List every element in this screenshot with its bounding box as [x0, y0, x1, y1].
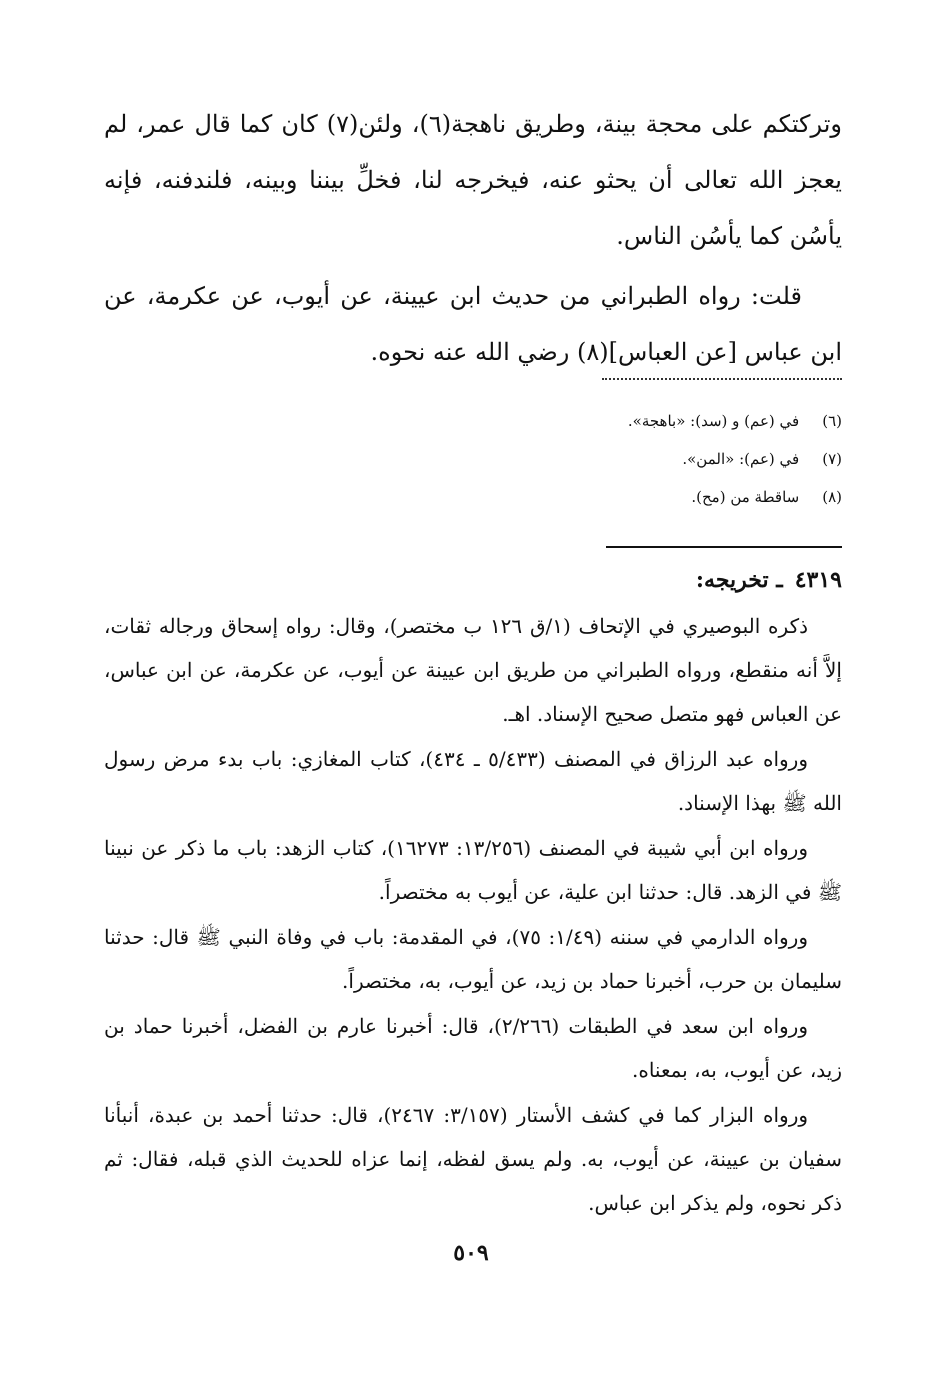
takhrij-paragraph: ذكره البوصيري في الإتحاف (١/ق ١٢٦ ب مختصر)، وقال: رواه إسحاق ورجاله ثقات، إلاَّ أنه منقطع، ورواه الطبراني من طريق ابن عيينة عن أيوب، عن عكرمة، عن ابن عباس، عن العباس فهو متصل صحيح الإسناد. اهـ. [104, 614, 842, 726]
section-rule [606, 546, 842, 548]
takhrij-heading [104, 562, 842, 598]
footnote-number: (٨) [822, 488, 842, 506]
takhrij-paragraph: ورواه الدارمي في سننه (١/٤٩: ٧٥)، في المقدمة: باب في وفاة النبي ﷺ قال: حدثنا سليمان بن حرب، أخبرنا حماد بن زيد، عن أيوب، به، مختصراً. [104, 925, 842, 993]
takhrij-paragraph: ورواه البزار كما في كشف الأستار (٣/١٥٧: ٢٤٦٧)، قال: حدثنا أحمد بن عبدة، أنبأنا سفيان بن عيينة، عن أيوب، به. ولم يسق لفظه، إنما عزاه للحديث الذي قبله، فقال: ثم ذكر نحوه، ولم يذكر ابن عباس. [104, 1103, 842, 1215]
takhrij-paragraph: ورواه ابن سعد في الطبقات (٢/٢٦٦)، قال: أخبرنا عارم بن الفضل، أخبرنا حماد بن زيد، عن أيوب، به، بمعناه. [104, 1014, 842, 1082]
heading-separator: ـ [776, 567, 783, 593]
main-text [104, 96, 842, 380]
footnote-7 [104, 440, 842, 478]
footnote-6 [104, 402, 842, 440]
takhrij-paragraph: ورواه عبد الرزاق في المصنف (٥/٤٣٣ ـ ٤٣٤)، كتاب المغازي: باب بدء مرض رسول الله ﷺ بهذا الإسناد. [104, 747, 842, 815]
takhrij-text [104, 604, 842, 1226]
footnote-text: في (عم): «المن». [682, 450, 800, 468]
hadith-number: ٤٣١٩ [794, 567, 842, 593]
footnote-separator [602, 368, 842, 380]
footnote-text: في (عم) و (سد): «باهجة». [627, 412, 800, 430]
page-number: ٥٠٩ [453, 1240, 489, 1266]
takhrij-paragraph: ورواه ابن أبي شيبة في المصنف (١٣/٢٥٦: ١٦٢٧٣)، كتاب الزهد: باب ما ذكر عن نبينا ﷺ في الزهد. قال: حدثنا ابن علية، عن أيوب به مختصراً. [104, 836, 842, 904]
footnote-text: ساقطة من (مح). [691, 488, 800, 506]
footnote-number: (٧) [822, 450, 842, 468]
footnotes [104, 402, 842, 516]
main-paragraph-1: وتركتكم على محجة بينة، وطريق ناهجة(٦)، ولئن(٧) كان كما قال عمر، لم يعجز الله تعالى أن يحثو عنه، فيخرجه لنا، فخلِّ بيننا وبينه، فلندفنه، فإنه يأسُن كما يأسُن الناس. [104, 110, 842, 250]
footnote-8 [104, 478, 842, 516]
main-paragraph-2: قلت: رواه الطبراني من حديث ابن عيينة، عن أيوب، عن عكرمة، عن ابن عباس [عن العباس](٨) رضي الله عنه نحوه. [104, 282, 842, 366]
footnote-number: (٦) [822, 412, 842, 430]
heading-label: تخريجه: [695, 567, 769, 593]
